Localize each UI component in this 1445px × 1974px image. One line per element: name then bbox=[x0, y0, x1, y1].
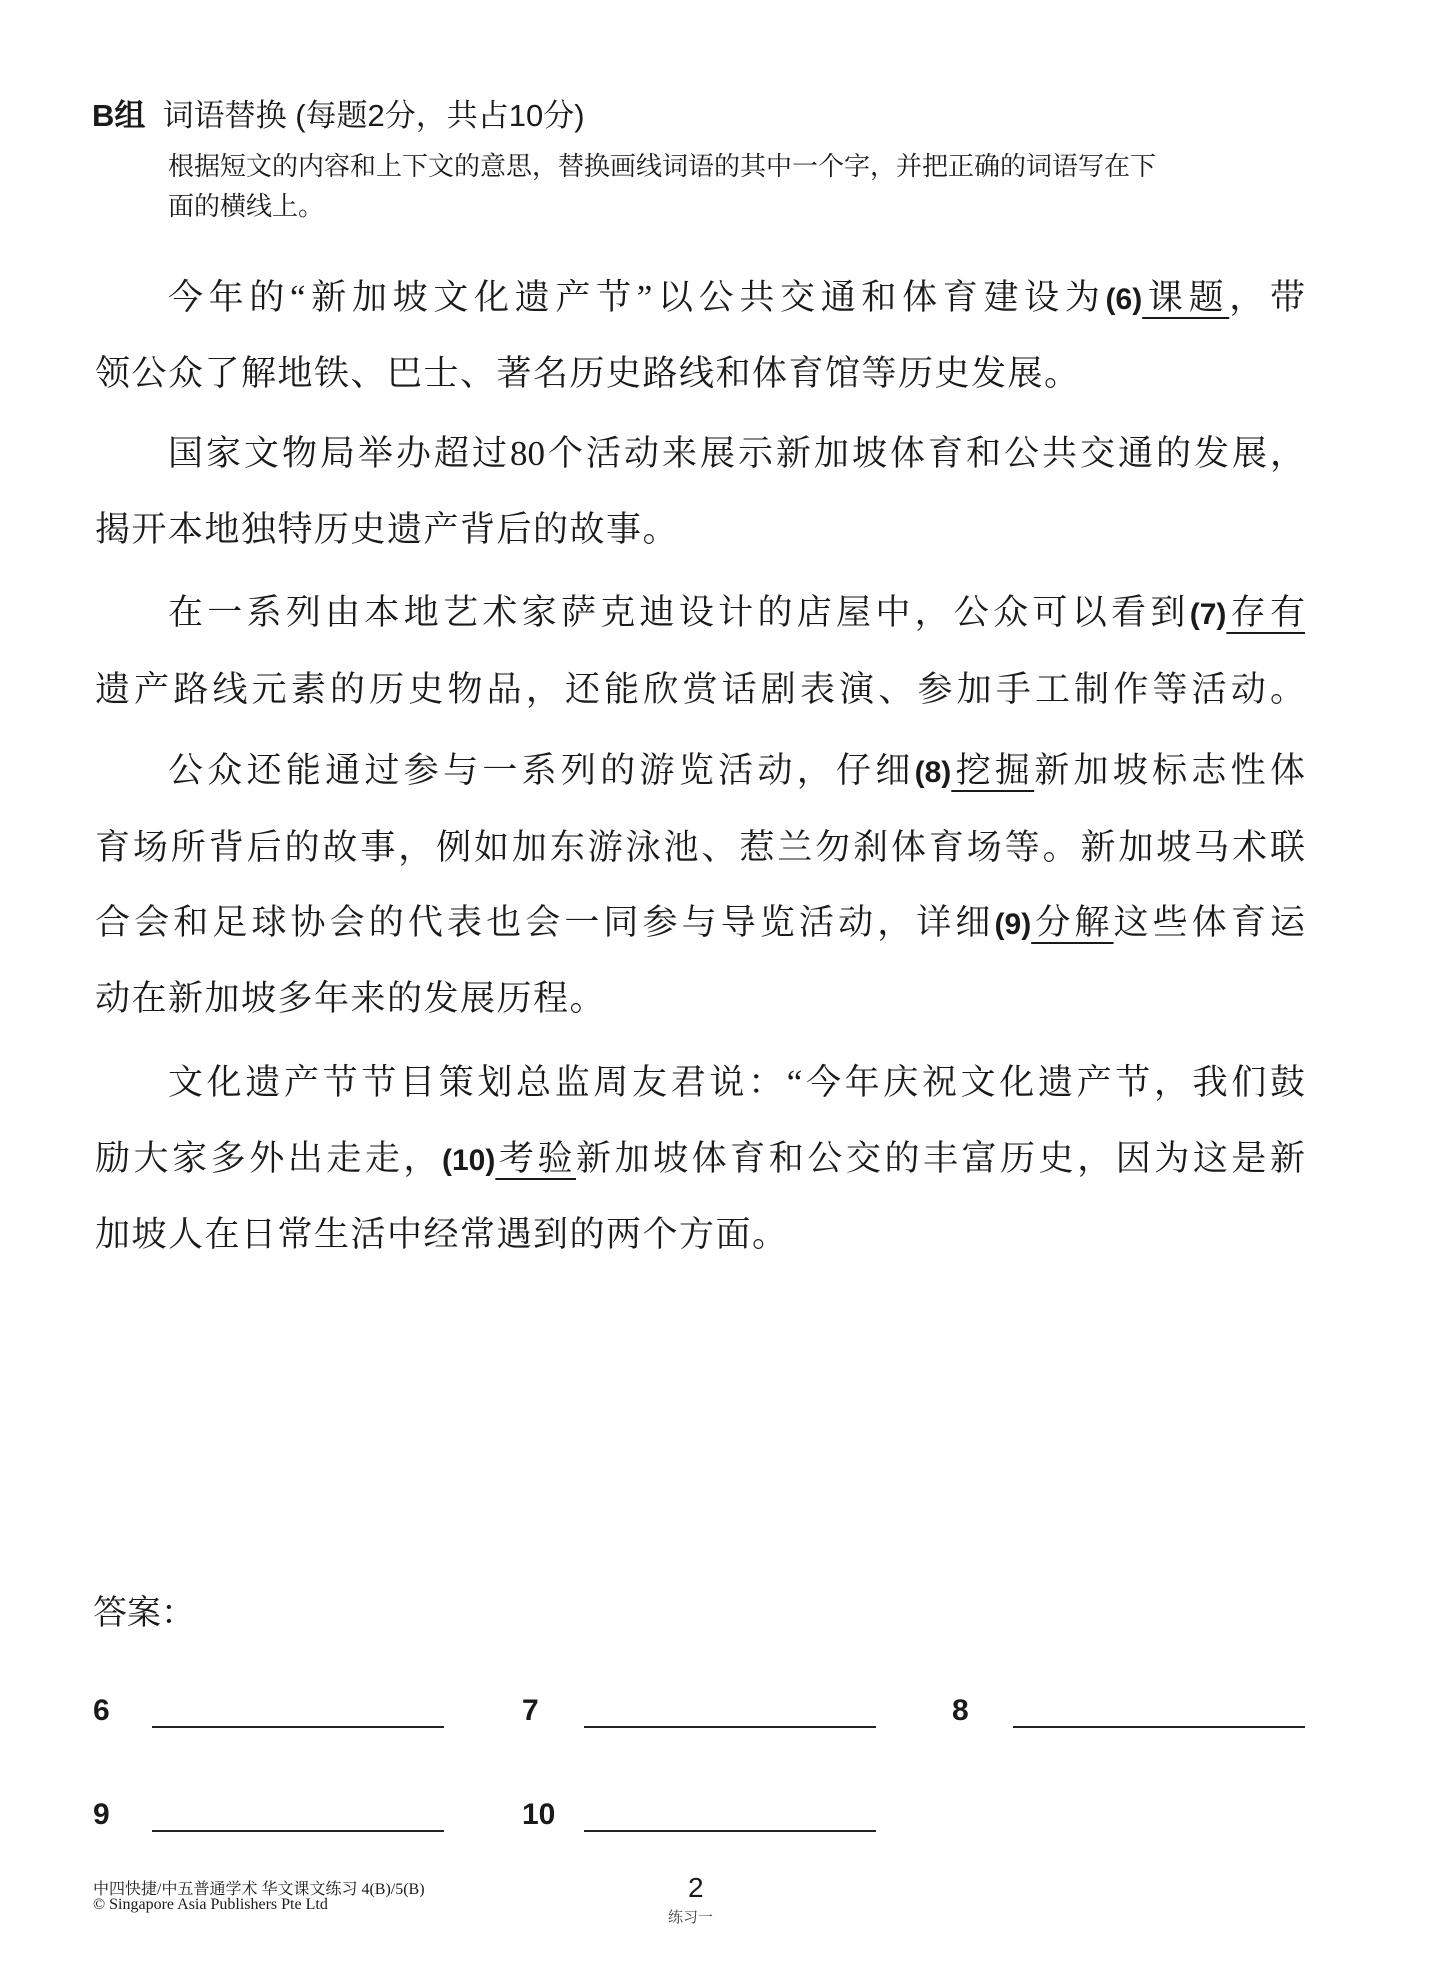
section-heading bbox=[92, 90, 585, 135]
page-number: 2 bbox=[688, 1872, 704, 1903]
text: 合会和足球协会的代表也会一同参与导览活动，详细 bbox=[95, 903, 995, 942]
instruction-line-1: 根据短文的内容和上下文的意思，替换画线词语的其中一个字，并把正确的词语写在下 bbox=[168, 151, 1157, 181]
passage-line bbox=[95, 1137, 1305, 1181]
passage-line bbox=[95, 901, 1305, 945]
underlined-word: 考验 bbox=[495, 1139, 577, 1178]
underlined-word: 挖掘 bbox=[951, 751, 1035, 790]
answer-number: 9 bbox=[93, 1798, 110, 1831]
passage-line bbox=[95, 508, 1305, 552]
text: 动在新加坡多年来的发展历程。 bbox=[95, 979, 607, 1018]
exercise-label: 练习一 bbox=[668, 1910, 714, 1926]
text: 育场所背后的故事，例如加东游泳池、惹兰勿刹体育场等。新加坡马术联 bbox=[95, 828, 1305, 867]
passage-line bbox=[168, 591, 1305, 635]
answer-number: 10 bbox=[522, 1798, 556, 1831]
underlined-word: 课题 bbox=[1142, 278, 1230, 317]
passage-line bbox=[95, 826, 1305, 870]
answer-number: 8 bbox=[952, 1694, 969, 1727]
question-number: (10) bbox=[441, 1144, 496, 1177]
question-number: (9) bbox=[994, 908, 1032, 941]
text: 公众还能通过参与一系列的游览活动，仔细 bbox=[168, 751, 915, 790]
answer-blank[interactable] bbox=[584, 1830, 876, 1832]
answer-blank[interactable] bbox=[152, 1726, 444, 1728]
answer-number: 6 bbox=[93, 1694, 110, 1727]
text: 文化遗产节节目策划总监周友君说：“今年庆祝文化遗产节，我们鼓 bbox=[168, 1063, 1305, 1102]
passage-line bbox=[95, 352, 1305, 396]
answer-blank[interactable] bbox=[1013, 1726, 1305, 1728]
question-number: (6) bbox=[1105, 283, 1143, 316]
text: 揭开本地独特历史遗产背后的故事。 bbox=[95, 510, 680, 549]
text: 这些体育运 bbox=[1113, 903, 1305, 942]
footer-copyright: © Singapore Asia Publishers Pte Ltd bbox=[93, 1896, 328, 1913]
question-number: (8) bbox=[914, 756, 952, 789]
answers-label: 答案： bbox=[93, 1594, 195, 1632]
instruction-line-2: 面的横线上。 bbox=[168, 191, 325, 221]
footer-book-title: 中四快捷/中五普通学术 华文课文练习 4(B)/5(B) bbox=[93, 1881, 425, 1898]
passage-line bbox=[168, 749, 1305, 793]
section-group: B组 bbox=[92, 98, 146, 133]
answer-number: 7 bbox=[522, 1694, 539, 1727]
text: 国家文物局举办超过80个活动来展示新加坡体育和公共交通的发展， bbox=[168, 434, 1305, 473]
text: 在一系列由本地艺术家萨克迪设计的店屋中，公众可以看到 bbox=[168, 593, 1190, 632]
text: ，带 bbox=[1229, 278, 1305, 317]
text: 遗产路线元素的历史物品，还能欣赏话剧表演、参加手工制作等活动。 bbox=[95, 670, 1305, 709]
text: 今年的“新加坡文化遗产节”以公共交通和体育建设为 bbox=[168, 278, 1106, 317]
text: 新加坡标志性体 bbox=[1034, 751, 1305, 790]
text: 加坡人在日常生活中经常遇到的两个方面。 bbox=[95, 1215, 789, 1254]
text: 新加坡体育和公交的丰富历史，因为这是新 bbox=[576, 1139, 1305, 1178]
underlined-word: 分解 bbox=[1031, 903, 1114, 942]
question-number: (7) bbox=[1189, 598, 1227, 631]
text: 领公众了解地铁、巴士、著名历史路线和体育馆等历史发展。 bbox=[95, 354, 1081, 393]
passage-line bbox=[95, 977, 1305, 1021]
passage-line bbox=[168, 1061, 1305, 1105]
answer-blank[interactable] bbox=[584, 1726, 876, 1728]
passage-line bbox=[95, 1213, 1305, 1257]
passage-line bbox=[168, 276, 1305, 320]
section-title: 词语替换 (每题2分，共占10分) bbox=[162, 98, 585, 133]
passage-line bbox=[95, 668, 1305, 712]
underlined-word: 存有 bbox=[1226, 593, 1305, 632]
answer-blank[interactable] bbox=[152, 1830, 444, 1832]
text: 励大家多外出走走， bbox=[95, 1139, 442, 1178]
passage-line bbox=[168, 432, 1305, 476]
